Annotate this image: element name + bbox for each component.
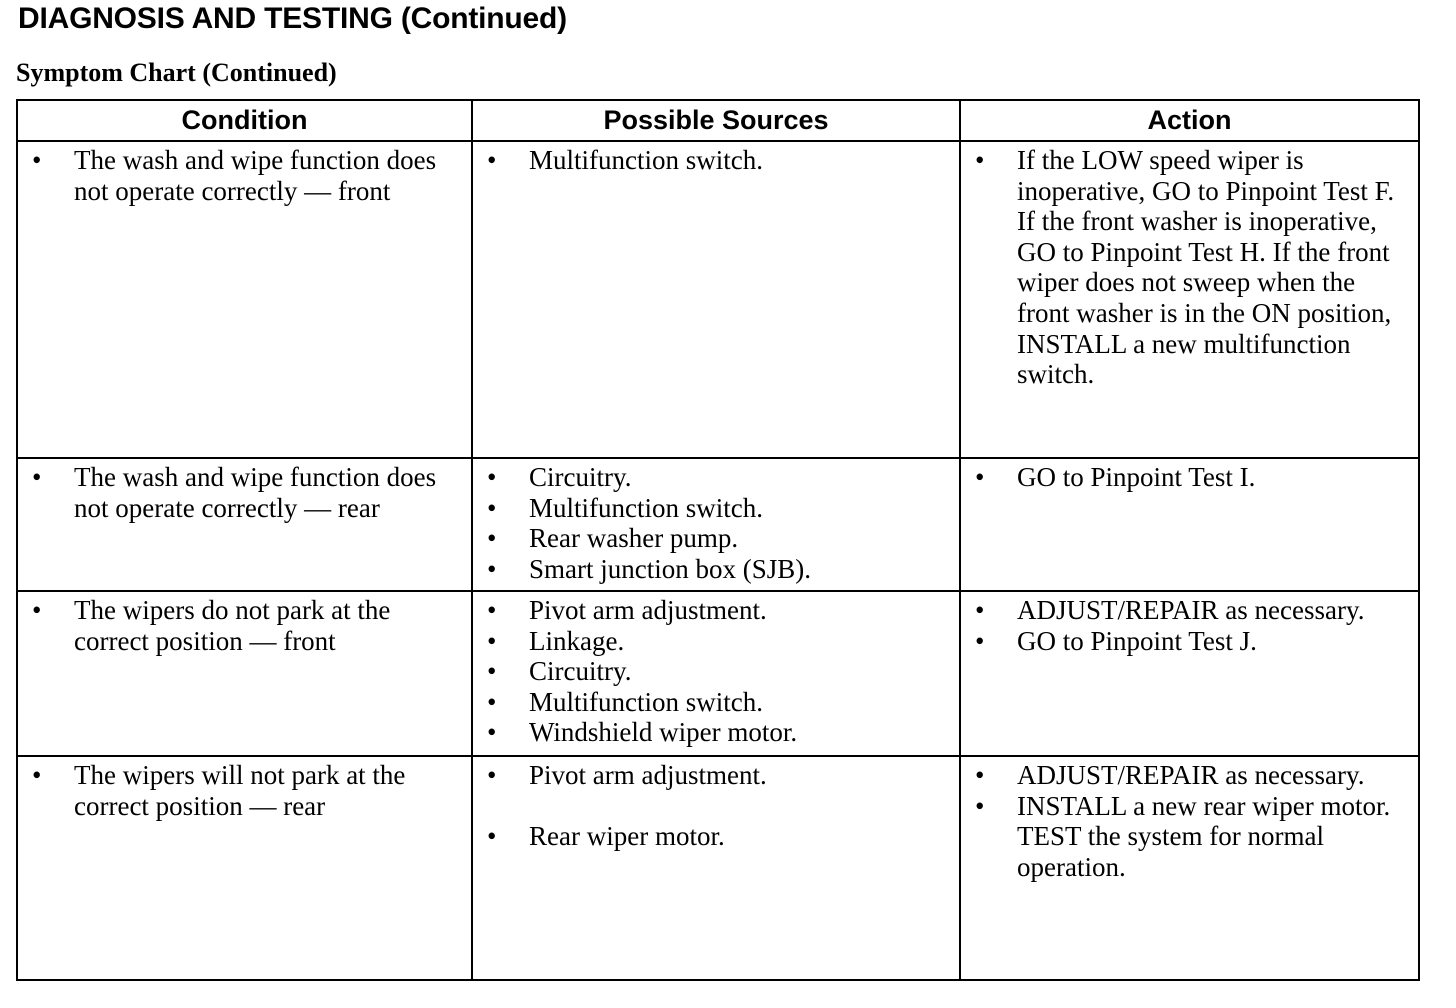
table-row [17,458,1419,591]
table-header-row [17,100,1419,141]
action-cell [960,141,1419,458]
bullet-icon: • [32,462,42,492]
source-item: • Multifunction switch. [487,145,763,175]
source-item: • Rear washer pump. [487,523,739,554]
bullet-icon: • [975,790,985,821]
bullet-icon: • [487,523,497,554]
action-item: • ADJUST/REPAIR as necessary. [975,760,1365,790]
table-row [17,591,1419,756]
bullet-icon: • [32,760,42,790]
bullet-icon: • [32,595,42,625]
bullet-icon: • [487,656,497,687]
bullet-icon: • [32,145,42,175]
condition-cell [17,458,472,591]
condition-item: • The wipers will not park at the correct position — rear [32,760,406,821]
bullet-icon: • [487,760,497,790]
condition-item: • The wipers do not park at the correct position — front [32,595,391,656]
source-item: • Circuitry. [487,656,632,687]
source-item: • Multifunction switch. [487,686,763,717]
action-item: • GO to Pinpoint Test I. [975,462,1256,492]
bullet-icon: • [487,145,497,175]
action-item: • INSTALL a new rear wiper motor. TEST the system for normal operation. [975,790,1391,882]
condition-cell [17,756,472,980]
action-cell [960,756,1419,980]
bullet-icon: • [975,595,985,625]
action-item: • If the LOW speed wiper is inoperative, GO to Pinpoint Test F. If the front washer is inoperative, GO to Pinpoint Test H. If the front wiper does not sweep when the front washer is in the ON position, INSTALL a new multifunction switch. [975,145,1395,390]
action-cell [960,591,1419,756]
source-item: • Linkage. [487,625,625,656]
sources-cell [472,458,960,591]
section-title: Symptom Chart (Continued) [16,58,337,87]
sources-cell [472,756,960,980]
bullet-icon: • [975,145,985,175]
bullet-icon: • [975,760,985,790]
symptom-chart-table [16,99,1420,981]
table-row [17,756,1419,980]
source-item: • Pivot arm adjustment. [487,760,767,790]
condition-item: • The wash and wipe function does not operate correctly — rear [32,462,437,523]
bullet-icon: • [487,717,497,748]
bullet-icon: • [487,686,497,717]
bullet-icon: • [487,462,497,492]
bullet-icon: • [975,462,985,492]
sources-cell [472,591,960,756]
sources-cell [472,141,960,458]
source-item: • Circuitry. [487,462,632,492]
column-header-action: Action [960,100,1419,141]
bullet-icon: • [487,821,497,852]
table-row [17,141,1419,458]
action-cell [960,458,1419,591]
bullet-icon: • [487,553,497,584]
condition-item: • The wash and wipe function does not operate correctly — front [32,145,437,206]
source-item: • Windshield wiper motor. [487,717,798,748]
condition-cell [17,591,472,756]
condition-cell [17,141,472,458]
action-item: • GO to Pinpoint Test J. [975,625,1257,656]
bullet-icon: • [975,625,985,656]
bullet-icon: • [487,492,497,523]
bullet-icon: • [487,625,497,656]
source-item: • Multifunction switch. [487,492,763,523]
bullet-icon: • [487,595,497,625]
action-item: • ADJUST/REPAIR as necessary. [975,595,1365,625]
page-title: DIAGNOSIS AND TESTING (Continued) [18,2,567,35]
source-item: • Rear wiper motor. [487,821,725,852]
column-header-condition: Condition [17,100,472,141]
source-item: • Pivot arm adjustment. [487,595,767,625]
source-item: • Smart junction box (SJB). [487,553,811,584]
column-header-possible-sources: Possible Sources [472,100,960,141]
